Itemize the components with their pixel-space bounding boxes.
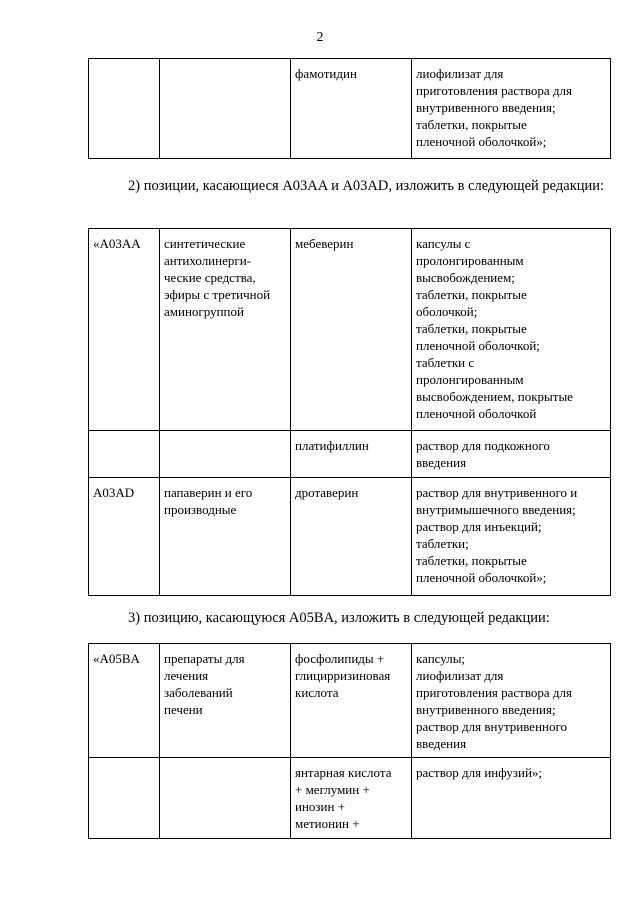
drug-name-cell: фамотидин [291,59,412,159]
table-row [89,758,611,839]
drug-table-2 [88,228,611,596]
table-row [89,644,611,758]
page-number: 2 [316,30,324,45]
table-row [89,229,611,431]
drug-table-3 [88,643,611,839]
atc-code-cell [89,431,160,478]
group-name-cell [160,59,291,159]
dosage-form-cell: раствор для внутривенного и внутримышечного введения; раствор для инъекций; таблетки; таблетки, покрытые пленочной оболочкой»; [412,478,611,596]
drug-name-cell: янтарная кислота + меглумин + инозин + метионин + [291,758,412,839]
table-row [89,59,611,159]
dosage-form-cell: капсулы; лиофилизат для приготовления раствора для внутривенного введения; раствор для внутривенного введения [412,644,611,758]
drug-table-1 [88,58,611,159]
drug-name-cell: фосфолипиды + глицирризиновая кислота [291,644,412,758]
atc-code-cell: «A05BA [89,644,160,758]
atc-code-cell: «A03AA [89,229,160,431]
atc-code-cell: A03AD [89,478,160,596]
dosage-form-cell: раствор для подкожного введения [412,431,611,478]
drug-name-cell: платифиллин [291,431,412,478]
dosage-form-cell: раствор для инфузий»; [412,758,611,839]
paragraph-item-2: 2) позиции, касающиеся A03AA и A03AD, изложить в следующей редакции: [128,178,605,194]
group-name-cell [160,431,291,478]
drug-name-cell: дротаверин [291,478,412,596]
group-name-cell [160,758,291,839]
group-name-cell: препараты для лечения заболеваний печени [160,644,291,758]
dosage-form-cell: капсулы с пролонгированным высвобождением; таблетки, покрытые оболочкой; таблетки, покрытые пленочной оболочкой; таблетки с пролонгированным высвобождением, покрытые пленочной оболочкой [412,229,611,431]
table-row [89,431,611,478]
group-name-cell: папаверин и его производные [160,478,291,596]
atc-code-cell [89,758,160,839]
atc-code-cell [89,59,160,159]
table-row [89,478,611,596]
dosage-form-cell: лиофилизат для приготовления раствора для внутривенного введения; таблетки, покрытые пленочной оболочкой»; [412,59,611,159]
drug-name-cell: мебеверин [291,229,412,431]
paragraph-item-3: 3) позицию, касающуюся A05BA, изложить в следующей редакции: [128,610,550,626]
group-name-cell: синтетические антихолинерги- ческие средства, эфиры с третичной аминогруппой [160,229,291,431]
